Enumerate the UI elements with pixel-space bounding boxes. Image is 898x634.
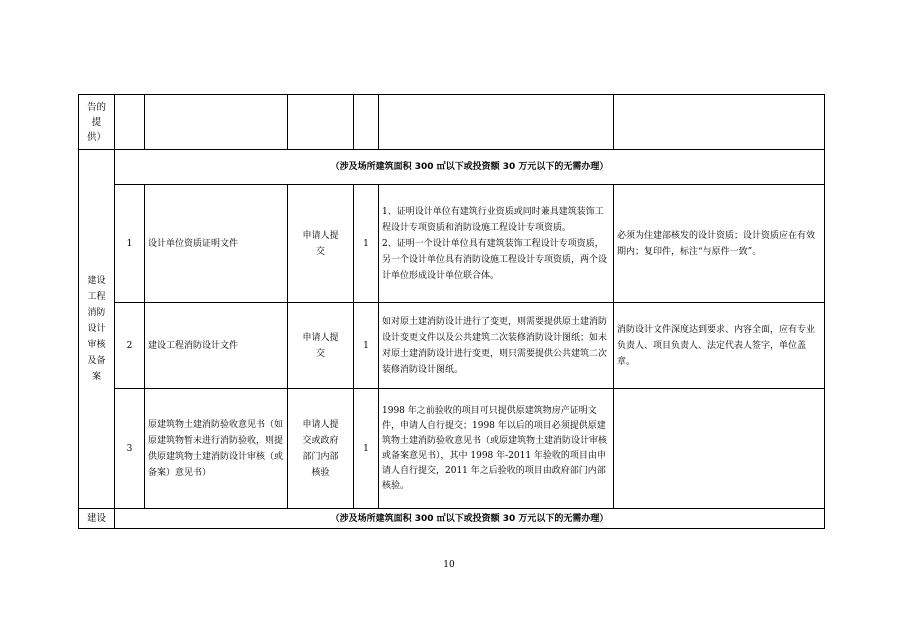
material-notes: 1998 年之前验收的项目可只提供原建筑物房产证明文件，申请人自行提交；1998 年以后的项目必须提供原建筑物土建消防验收意见书（或原建筑物土建消防设计审核或备案意见书），其中 1998 年-2011 年验收的项目由申请人自行提交，2011 年之后验收的项目由政府部门内部核验。	[379, 389, 614, 509]
section-banner: （涉及场所建筑面积 300 ㎡以下或投资额 30 万元以下的无需办理）	[115, 150, 825, 185]
section-banner-row	[79, 150, 825, 185]
material-name: 设计单位资质证明文件	[145, 185, 288, 303]
requirements-table	[78, 94, 825, 529]
table-row	[79, 303, 825, 389]
empty-cell	[115, 95, 145, 150]
table-row	[79, 389, 825, 509]
table-row-top	[79, 95, 825, 150]
material-requirement: 消防设计文件深度达到要求、内容全面，应有专业负责人、项目负责人、法定代表人签字，单位盖章。	[614, 303, 825, 389]
section-banner: （涉及场所建筑面积 300 ㎡以下或投资额 30 万元以下的无需办理）	[115, 509, 825, 529]
category-cell-prev: 告的 提 供）	[79, 95, 115, 150]
empty-cell	[288, 95, 354, 150]
material-notes: 如对原土建消防设计进行了变更，则需要提供原土建消防设计变更文件以及公共建筑二次装修消防设计图纸；如未对原土建消防设计进行变更，则只需要提供公共建筑二次装修消防设计图纸。	[379, 303, 614, 389]
copy-count: 1	[354, 389, 379, 509]
material-name: 原建筑物土建消防验收意见书（如原建筑物暂未进行消防验收，则提供原建筑物土建消防设计审核（或备案）意见书）	[145, 389, 288, 509]
material-notes: 1、证明设计单位有建筑行业资质或同时兼具建筑装饰工程设计专项资质和消防设施工程设计专项资质。 2、证明一个设计单位具有建筑装饰工程设计专项资质，另一个设计单位具有消防设施工程设计专项资质，两个设计单位形成设计单位联合体。	[379, 185, 614, 303]
copy-count: 1	[354, 185, 379, 303]
empty-cell	[379, 95, 614, 150]
copy-count: 1	[354, 303, 379, 389]
row-index: 1	[115, 185, 145, 303]
material-requirement	[614, 389, 825, 509]
category-cell: 建设 工程 消防 设计 审核 及备 案	[79, 150, 115, 509]
section-banner-row	[79, 509, 825, 529]
material-name: 建设工程消防设计文件	[145, 303, 288, 389]
table-row	[79, 185, 825, 303]
row-index: 3	[115, 389, 145, 509]
material-requirement: 必须为住建部核发的设计资质；设计资质应在有效期内；复印件，标注“与原件一致”。	[614, 185, 825, 303]
category-cell-next: 建设	[79, 509, 115, 529]
row-index: 2	[115, 303, 145, 389]
empty-cell	[354, 95, 379, 150]
material-source: 申请人提 交或政府 部门内部 核验	[288, 389, 354, 509]
material-source: 申请人提 交	[288, 185, 354, 303]
empty-cell	[614, 95, 825, 150]
material-source: 申请人提 交	[288, 303, 354, 389]
empty-cell	[145, 95, 288, 150]
page-number: 10	[443, 560, 455, 570]
